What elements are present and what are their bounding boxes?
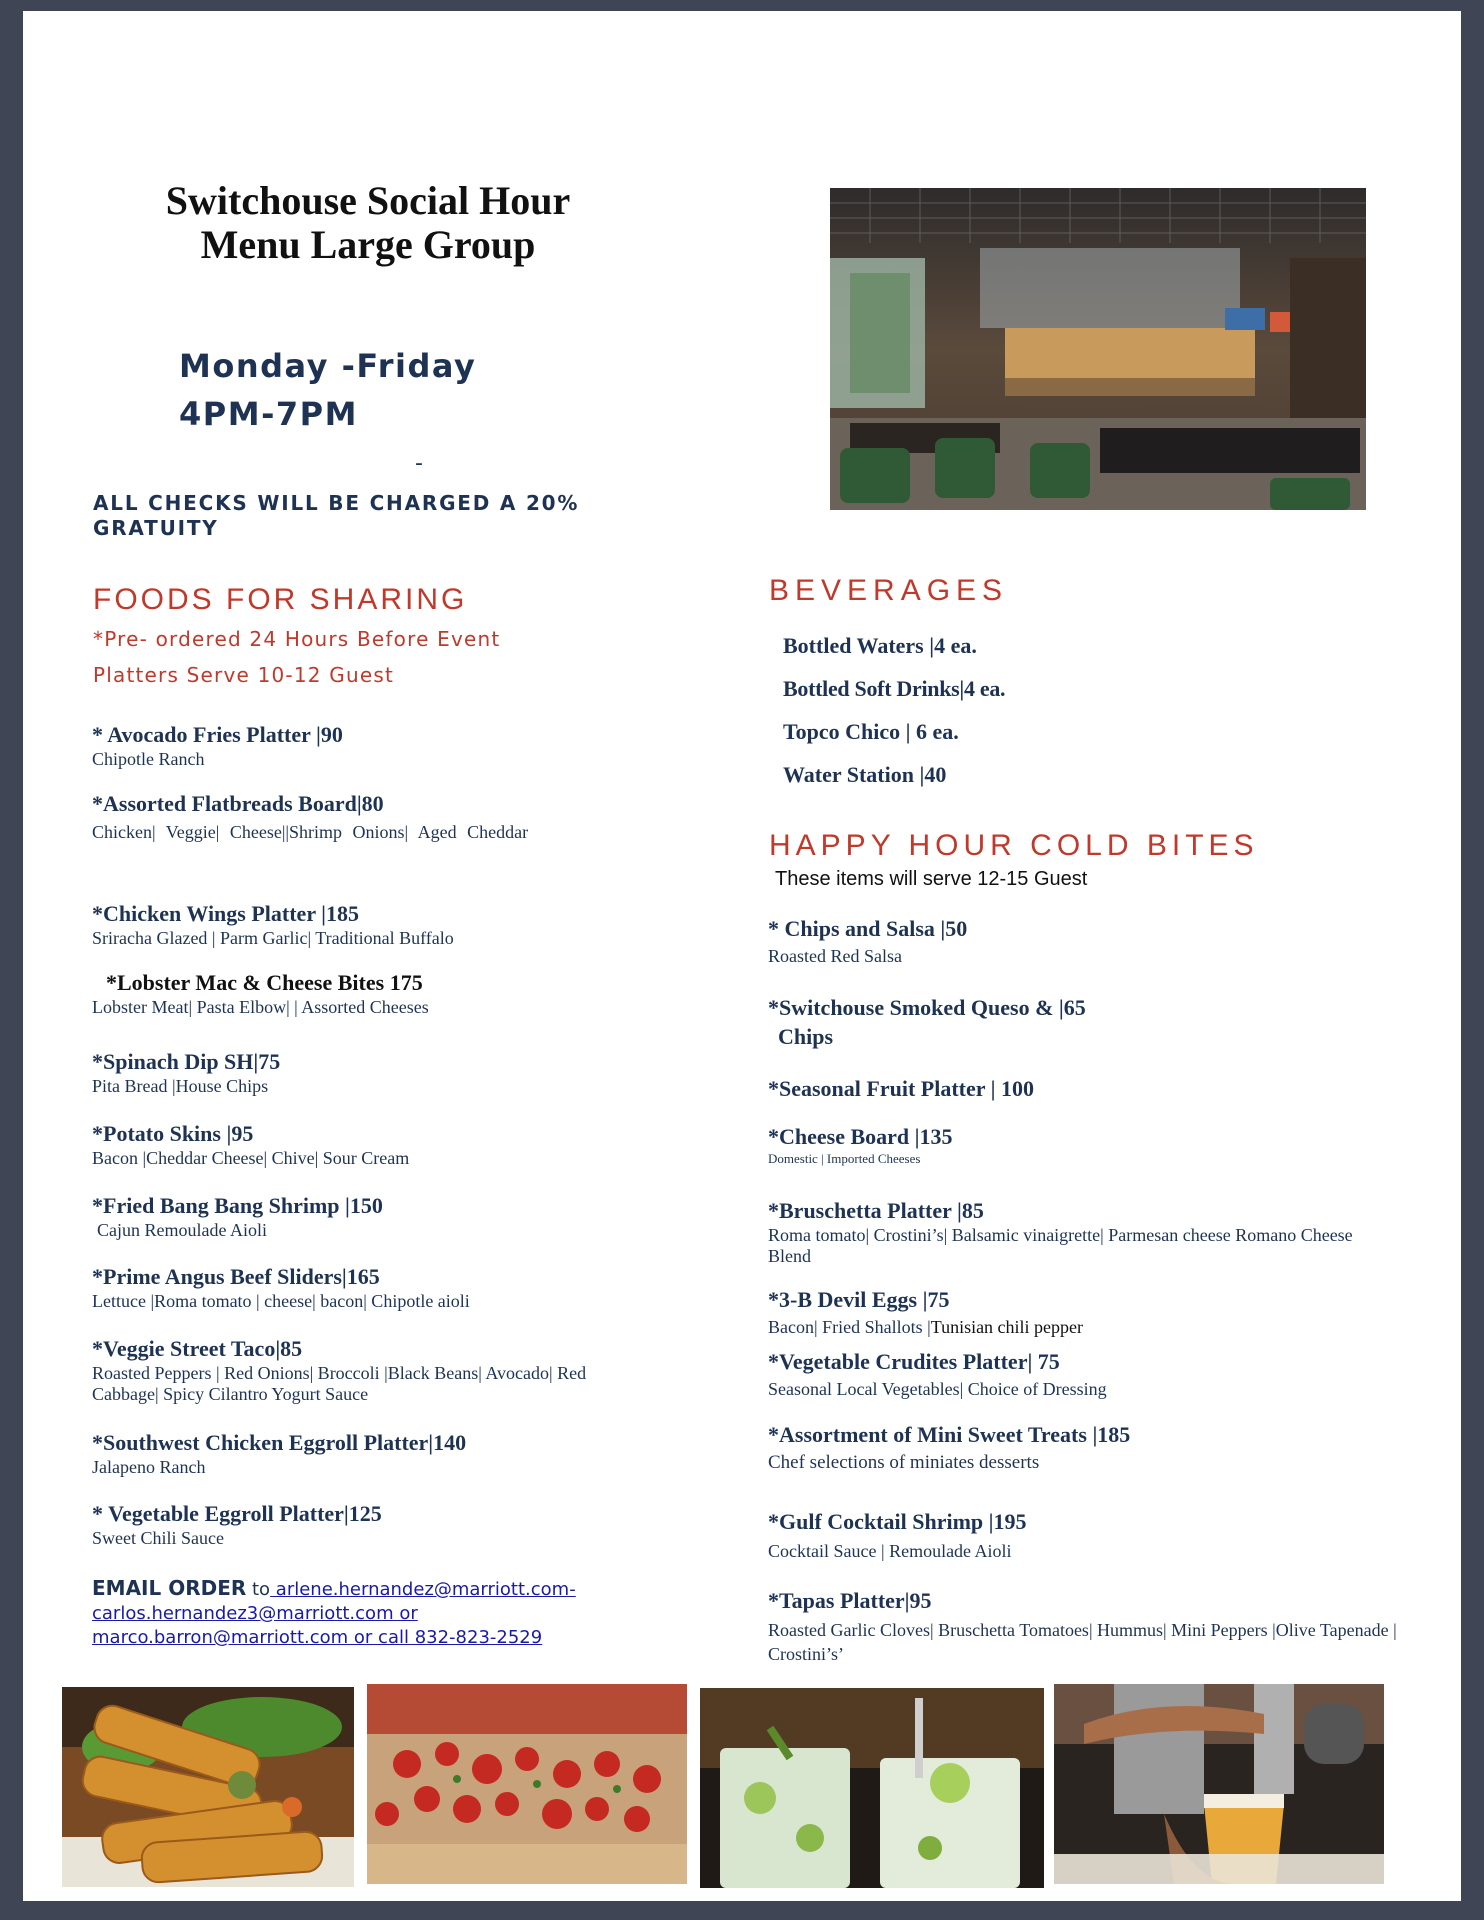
days-text: Monday -Friday	[179, 347, 477, 385]
list-item	[768, 996, 1408, 1049]
item-desc: Roasted Peppers | Red Onions| Broccoli |Black Beans| Avocado| Red Cabbage| Spicy Cilantro Yogurt Sauce	[92, 1363, 587, 1404]
list-item	[92, 1050, 662, 1097]
email-link-marco-phone[interactable]: marco.barron@marriott.com or call 832-823-2529	[92, 1627, 543, 1648]
list-item	[768, 1350, 1408, 1400]
item-name: * Vegetable Eggroll Platter|125	[92, 1501, 382, 1526]
email-link-carlos[interactable]: carlos.hernandez3@marriott.com or	[92, 1603, 418, 1624]
list-item	[768, 1288, 1408, 1338]
item-name: *Chicken Wings Platter |185	[92, 901, 360, 926]
item-desc: Cocktail Sauce | Remoulade Aioli	[768, 1541, 1012, 1561]
item-name: *Seasonal Fruit Platter | 100	[768, 1076, 1034, 1101]
item-desc: Roma tomato| Crostini’s| Balsamic vinaigrette| Parmesan cheese Romano Cheese Blend	[768, 1225, 1353, 1266]
beverages-heading: BEVERAGES	[769, 574, 1009, 607]
item-name: *Lobster Mac & Cheese Bites 175	[106, 970, 423, 995]
beverage-item: Water Station |40	[783, 762, 947, 787]
item-name: * Avocado Fries Platter |90	[92, 722, 343, 747]
list-item	[768, 1589, 1408, 1666]
list-item	[92, 1502, 662, 1549]
list-item	[92, 723, 662, 770]
title-line-2: Menu Large Group	[200, 222, 536, 267]
list-item	[768, 1077, 1408, 1101]
item-desc: Sriracha Glazed | Parm Garlic| Traditional Buffalo	[92, 928, 454, 948]
item-desc: Seasonal Local Vegetables| Choice of Dressing	[768, 1379, 1107, 1399]
item-name: *Assorted Flatbreads Board|80	[92, 791, 384, 816]
item-name-cont: Chips	[778, 1024, 834, 1049]
item-desc-extra: Tunisian chili pepper	[930, 1317, 1084, 1337]
restaurant-interior-image	[830, 188, 1366, 510]
item-name: *Potato Skins |95	[92, 1121, 254, 1146]
beer-tap-photo	[1054, 1684, 1384, 1884]
beverage-item: Bottled Soft Drinks|4 ea.	[783, 676, 1006, 701]
item-name: *Bruschetta Platter |85	[768, 1198, 984, 1223]
item-desc: Jalapeno Ranch	[92, 1457, 206, 1477]
item-name: *Tapas Platter|95	[768, 1588, 932, 1613]
eggrolls-photo	[62, 1687, 354, 1887]
item-name: *Spinach Dip SH|75	[92, 1049, 281, 1074]
item-desc: Cajun Remoulade Aioli	[97, 1220, 267, 1240]
email-order	[92, 1576, 652, 1650]
list-item	[92, 1431, 662, 1478]
item-name: *Switchouse Smoked Queso & |65	[768, 995, 1086, 1020]
item-name: *Southwest Chicken Eggroll Platter|140	[92, 1430, 467, 1455]
beverage-item: Bottled Waters |4 ea.	[783, 633, 977, 658]
list-item	[92, 1265, 662, 1312]
item-name: *Prime Angus Beef Sliders|165	[92, 1264, 380, 1289]
dash-mark: -	[415, 451, 423, 476]
item-desc: Chipotle Ranch	[92, 749, 205, 769]
page-title	[108, 179, 628, 267]
item-desc: Bacon |Cheddar Cheese| Chive| Sour Cream	[92, 1148, 410, 1168]
email-to-word: to	[252, 1579, 271, 1600]
item-name: *Vegetable Crudites Platter| 75	[768, 1349, 1060, 1374]
item-desc: Domestic | Imported Cheeses	[768, 1151, 921, 1166]
item-name: *3-B Devil Eggs |75	[768, 1287, 950, 1312]
item-name: *Cheese Board |135	[768, 1124, 953, 1149]
foods-heading: FOODS FOR SHARING	[93, 583, 468, 616]
mojito-drinks-photo	[700, 1688, 1044, 1888]
item-desc: Pita Bread |House Chips	[92, 1076, 269, 1096]
item-desc: Lettuce |Roma tomato | cheese| bacon| Chipotle aioli	[92, 1291, 470, 1311]
gratuity-notice: ALL CHECKS WILL BE CHARGED A 20% GRATUITY	[93, 491, 580, 540]
item-name: *Fried Bang Bang Shrimp |150	[92, 1193, 383, 1218]
list-item	[92, 1194, 662, 1241]
item-desc: Chicken| Veggie| Cheese||Shrimp Onions| Aged Cheddar	[92, 822, 529, 842]
menu-page	[23, 11, 1461, 1901]
title-line-1: Switchouse Social Hour	[165, 178, 571, 223]
email-link-arlene[interactable]: arlene.hernandez@marriott.com-	[270, 1579, 576, 1600]
cold-bites-heading: HAPPY HOUR COLD BITES	[769, 829, 1259, 862]
list-item	[768, 1199, 1408, 1267]
item-desc: Chef selections of miniates desserts	[768, 1452, 1040, 1473]
cold-bites-note: These items will serve 12-15 Guest	[775, 868, 1088, 890]
bruschetta-photo	[367, 1684, 687, 1884]
item-desc: Roasted Red Salsa	[768, 946, 902, 966]
item-desc: Lobster Meat| Pasta Elbow| | Assorted Cheeses	[92, 997, 429, 1017]
list-item	[768, 1510, 1408, 1562]
beverage-item: Topco Chico | 6 ea.	[783, 719, 959, 744]
item-name: *Veggie Street Taco|85	[92, 1336, 303, 1361]
item-desc: Roasted Garlic Cloves| Bruschetta Tomatoes| Hummus| Mini Peppers |Olive Tapenade | Crostini’s’	[768, 1620, 1397, 1664]
item-name: * Chips and Salsa |50	[768, 916, 968, 941]
item-desc: Sweet Chili Sauce	[92, 1528, 224, 1548]
list-item	[92, 1122, 662, 1169]
list-item	[92, 902, 662, 949]
list-item	[92, 792, 662, 847]
list-item	[768, 1423, 1408, 1473]
list-item	[768, 917, 1408, 967]
foods-serve-note: Platters Serve 10-12 Guest	[93, 663, 394, 687]
list-item	[92, 971, 662, 1018]
list-item	[768, 1125, 1408, 1167]
hours-text: 4PM-7PM	[179, 395, 358, 433]
item-name: *Gulf Cocktail Shrimp |195	[768, 1509, 1027, 1534]
foods-preorder-note: *Pre- ordered 24 Hours Before Event	[93, 627, 501, 651]
email-order-label: EMAIL ORDER	[92, 1576, 247, 1600]
list-item	[92, 1337, 662, 1405]
item-desc: Bacon| Fried Shallots |	[768, 1317, 931, 1337]
item-name: *Assortment of Mini Sweet Treats |185	[768, 1422, 1131, 1447]
